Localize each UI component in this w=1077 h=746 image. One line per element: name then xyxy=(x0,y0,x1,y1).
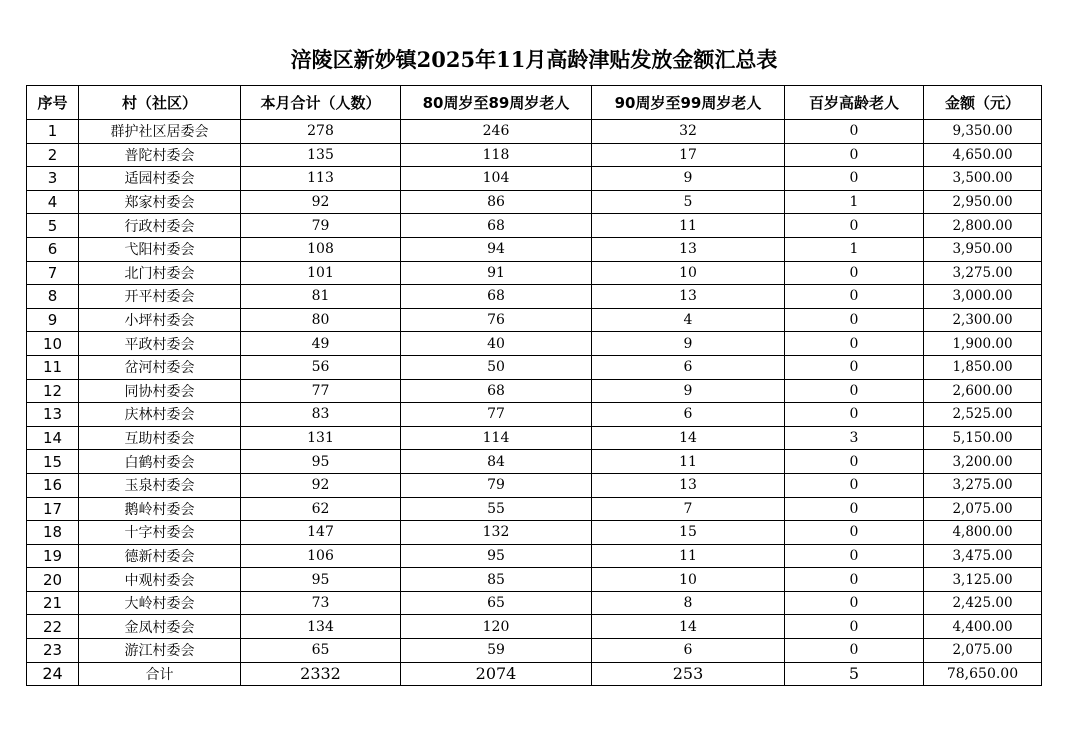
cell-amount: 4,400.00 xyxy=(924,615,1042,639)
cell-age80: 246 xyxy=(401,120,592,144)
cell-age100: 0 xyxy=(785,332,924,356)
cell-age90: 9 xyxy=(592,379,785,403)
cell-age90: 11 xyxy=(592,544,785,568)
cell-village: 德新村委会 xyxy=(79,544,241,568)
cell-village: 郑家村委会 xyxy=(79,190,241,214)
cell-total: 2332 xyxy=(241,662,401,686)
cell-amount: 78,650.00 xyxy=(924,662,1042,686)
cell-age80: 85 xyxy=(401,568,592,592)
cell-seq: 1 xyxy=(27,120,79,144)
table-row xyxy=(27,497,1042,521)
cell-amount: 3,475.00 xyxy=(924,544,1042,568)
total-row xyxy=(27,662,1042,686)
cell-age80: 94 xyxy=(401,237,592,261)
cell-age90: 6 xyxy=(592,355,785,379)
cell-village: 适园村委会 xyxy=(79,167,241,191)
cell-seq: 22 xyxy=(27,615,79,639)
cell-age100: 0 xyxy=(785,308,924,332)
cell-amount: 2,075.00 xyxy=(924,497,1042,521)
cell-village: 中观村委会 xyxy=(79,568,241,592)
cell-village: 金凤村委会 xyxy=(79,615,241,639)
cell-total: 49 xyxy=(241,332,401,356)
cell-age100: 1 xyxy=(785,190,924,214)
cell-age90: 5 xyxy=(592,190,785,214)
cell-age80: 104 xyxy=(401,167,592,191)
cell-age100: 0 xyxy=(785,355,924,379)
cell-village: 鹅岭村委会 xyxy=(79,497,241,521)
cell-amount: 1,850.00 xyxy=(924,355,1042,379)
cell-village: 游江村委会 xyxy=(79,639,241,663)
cell-age80: 95 xyxy=(401,544,592,568)
cell-age90: 10 xyxy=(592,568,785,592)
table-row xyxy=(27,332,1042,356)
cell-age90: 4 xyxy=(592,308,785,332)
cell-seq: 20 xyxy=(27,568,79,592)
cell-age90: 11 xyxy=(592,450,785,474)
cell-amount: 3,950.00 xyxy=(924,237,1042,261)
cell-seq: 4 xyxy=(27,190,79,214)
cell-seq: 5 xyxy=(27,214,79,238)
cell-age100: 0 xyxy=(785,143,924,167)
cell-age90: 10 xyxy=(592,261,785,285)
cell-age100: 0 xyxy=(785,261,924,285)
cell-age100: 0 xyxy=(785,214,924,238)
cell-amount: 4,650.00 xyxy=(924,143,1042,167)
table-row xyxy=(27,521,1042,545)
cell-seq: 13 xyxy=(27,403,79,427)
cell-amount: 3,275.00 xyxy=(924,261,1042,285)
header-age100: 百岁高龄老人 xyxy=(785,86,924,120)
cell-age80: 77 xyxy=(401,403,592,427)
table-row xyxy=(27,143,1042,167)
page-title: 涪陵区新妙镇2025年11月高龄津贴发放金额汇总表 xyxy=(290,47,778,72)
cell-village: 普陀村委会 xyxy=(79,143,241,167)
cell-age100: 0 xyxy=(785,120,924,144)
cell-total: 113 xyxy=(241,167,401,191)
cell-age80: 65 xyxy=(401,591,592,615)
cell-amount: 4,800.00 xyxy=(924,521,1042,545)
cell-age90: 11 xyxy=(592,214,785,238)
cell-village: 岔河村委会 xyxy=(79,355,241,379)
cell-total: 65 xyxy=(241,639,401,663)
cell-total: 80 xyxy=(241,308,401,332)
cell-age100: 5 xyxy=(785,662,924,686)
header-village: 村（社区） xyxy=(79,86,241,120)
cell-seq: 2 xyxy=(27,143,79,167)
cell-amount: 2,300.00 xyxy=(924,308,1042,332)
cell-age90: 14 xyxy=(592,426,785,450)
cell-age100: 0 xyxy=(785,285,924,309)
cell-village: 行政村委会 xyxy=(79,214,241,238)
cell-age90: 6 xyxy=(592,639,785,663)
cell-total: 95 xyxy=(241,568,401,592)
table-row xyxy=(27,639,1042,663)
cell-amount: 3,125.00 xyxy=(924,568,1042,592)
cell-amount: 2,075.00 xyxy=(924,639,1042,663)
cell-total: 131 xyxy=(241,426,401,450)
cell-age80: 118 xyxy=(401,143,592,167)
cell-total: 73 xyxy=(241,591,401,615)
cell-age80: 76 xyxy=(401,308,592,332)
cell-seq: 15 xyxy=(27,450,79,474)
cell-village: 北门村委会 xyxy=(79,261,241,285)
cell-seq: 6 xyxy=(27,237,79,261)
table-row xyxy=(27,591,1042,615)
cell-seq: 7 xyxy=(27,261,79,285)
cell-age80: 132 xyxy=(401,521,592,545)
cell-total: 62 xyxy=(241,497,401,521)
allowance-summary-table xyxy=(26,85,1042,686)
cell-total: 92 xyxy=(241,190,401,214)
cell-total: 106 xyxy=(241,544,401,568)
cell-age100: 0 xyxy=(785,521,924,545)
cell-amount: 1,900.00 xyxy=(924,332,1042,356)
cell-amount: 3,500.00 xyxy=(924,167,1042,191)
cell-seq: 24 xyxy=(27,662,79,686)
cell-seq: 12 xyxy=(27,379,79,403)
cell-total: 56 xyxy=(241,355,401,379)
cell-total: 134 xyxy=(241,615,401,639)
cell-age90: 13 xyxy=(592,237,785,261)
cell-age100: 0 xyxy=(785,379,924,403)
cell-age90: 7 xyxy=(592,497,785,521)
cell-amount: 3,000.00 xyxy=(924,285,1042,309)
cell-age90: 17 xyxy=(592,143,785,167)
cell-village: 同协村委会 xyxy=(79,379,241,403)
table-row xyxy=(27,237,1042,261)
cell-village: 弋阳村委会 xyxy=(79,237,241,261)
table-row xyxy=(27,285,1042,309)
cell-age100: 0 xyxy=(785,497,924,521)
cell-seq: 23 xyxy=(27,639,79,663)
cell-seq: 3 xyxy=(27,167,79,191)
cell-seq: 19 xyxy=(27,544,79,568)
table-row xyxy=(27,544,1042,568)
cell-amount: 5,150.00 xyxy=(924,426,1042,450)
cell-total: 147 xyxy=(241,521,401,545)
cell-age100: 0 xyxy=(785,591,924,615)
header-row xyxy=(27,86,1042,120)
cell-age100: 0 xyxy=(785,568,924,592)
cell-amount: 2,800.00 xyxy=(924,214,1042,238)
cell-age90: 14 xyxy=(592,615,785,639)
table-row xyxy=(27,568,1042,592)
table-row xyxy=(27,120,1042,144)
cell-age100: 0 xyxy=(785,450,924,474)
cell-total: 77 xyxy=(241,379,401,403)
cell-age80: 40 xyxy=(401,332,592,356)
cell-age80: 68 xyxy=(401,379,592,403)
cell-age80: 2074 xyxy=(401,662,592,686)
cell-seq: 18 xyxy=(27,521,79,545)
cell-age80: 68 xyxy=(401,285,592,309)
cell-village: 大岭村委会 xyxy=(79,591,241,615)
cell-age100: 3 xyxy=(785,426,924,450)
table-row xyxy=(27,190,1042,214)
cell-age100: 1 xyxy=(785,237,924,261)
header-amount: 金额（元） xyxy=(924,86,1042,120)
cell-age90: 9 xyxy=(592,332,785,356)
cell-total: 101 xyxy=(241,261,401,285)
cell-seq: 14 xyxy=(27,426,79,450)
cell-amount: 3,275.00 xyxy=(924,473,1042,497)
header-age80: 80周岁至89周岁老人 xyxy=(401,86,592,120)
table-row xyxy=(27,615,1042,639)
table-row xyxy=(27,426,1042,450)
table-row xyxy=(27,473,1042,497)
cell-seq: 10 xyxy=(27,332,79,356)
cell-total: 79 xyxy=(241,214,401,238)
cell-age80: 91 xyxy=(401,261,592,285)
cell-amount: 2,950.00 xyxy=(924,190,1042,214)
table-row xyxy=(27,261,1042,285)
cell-age100: 0 xyxy=(785,167,924,191)
cell-amount: 2,600.00 xyxy=(924,379,1042,403)
cell-village: 白鹤村委会 xyxy=(79,450,241,474)
cell-age90: 15 xyxy=(592,521,785,545)
cell-village: 十字村委会 xyxy=(79,521,241,545)
cell-total: 95 xyxy=(241,450,401,474)
header-total: 本月合计（人数） xyxy=(241,86,401,120)
cell-age80: 84 xyxy=(401,450,592,474)
cell-seq: 17 xyxy=(27,497,79,521)
cell-age90: 32 xyxy=(592,120,785,144)
cell-age80: 68 xyxy=(401,214,592,238)
cell-village: 合计 xyxy=(79,662,241,686)
cell-age100: 0 xyxy=(785,403,924,427)
cell-age90: 8 xyxy=(592,591,785,615)
cell-seq: 9 xyxy=(27,308,79,332)
cell-age90: 253 xyxy=(592,662,785,686)
table-row xyxy=(27,403,1042,427)
cell-seq: 8 xyxy=(27,285,79,309)
cell-age90: 6 xyxy=(592,403,785,427)
cell-total: 83 xyxy=(241,403,401,427)
cell-seq: 11 xyxy=(27,355,79,379)
cell-amount: 2,525.00 xyxy=(924,403,1042,427)
header-age90: 90周岁至99周岁老人 xyxy=(592,86,785,120)
table-row xyxy=(27,379,1042,403)
cell-village: 玉泉村委会 xyxy=(79,473,241,497)
cell-village: 群护社区居委会 xyxy=(79,120,241,144)
cell-total: 278 xyxy=(241,120,401,144)
cell-age80: 79 xyxy=(401,473,592,497)
cell-age100: 0 xyxy=(785,473,924,497)
cell-age80: 114 xyxy=(401,426,592,450)
cell-amount: 2,425.00 xyxy=(924,591,1042,615)
cell-village: 开平村委会 xyxy=(79,285,241,309)
table-row xyxy=(27,214,1042,238)
cell-village: 平政村委会 xyxy=(79,332,241,356)
cell-age100: 0 xyxy=(785,615,924,639)
cell-amount: 9,350.00 xyxy=(924,120,1042,144)
cell-age90: 13 xyxy=(592,473,785,497)
cell-village: 小坪村委会 xyxy=(79,308,241,332)
cell-total: 108 xyxy=(241,237,401,261)
table-row xyxy=(27,308,1042,332)
cell-age90: 9 xyxy=(592,167,785,191)
cell-age80: 55 xyxy=(401,497,592,521)
cell-seq: 21 xyxy=(27,591,79,615)
cell-age100: 0 xyxy=(785,639,924,663)
header-seq: 序号 xyxy=(27,86,79,120)
table-body xyxy=(27,120,1042,686)
cell-amount: 3,200.00 xyxy=(924,450,1042,474)
cell-village: 互助村委会 xyxy=(79,426,241,450)
cell-seq: 16 xyxy=(27,473,79,497)
cell-age80: 120 xyxy=(401,615,592,639)
cell-age80: 50 xyxy=(401,355,592,379)
table-row xyxy=(27,450,1042,474)
cell-total: 81 xyxy=(241,285,401,309)
cell-village: 庆林村委会 xyxy=(79,403,241,427)
cell-age90: 13 xyxy=(592,285,785,309)
cell-total: 135 xyxy=(241,143,401,167)
cell-total: 92 xyxy=(241,473,401,497)
cell-age80: 59 xyxy=(401,639,592,663)
cell-age80: 86 xyxy=(401,190,592,214)
cell-age100: 0 xyxy=(785,544,924,568)
table-row xyxy=(27,167,1042,191)
table-row xyxy=(27,355,1042,379)
